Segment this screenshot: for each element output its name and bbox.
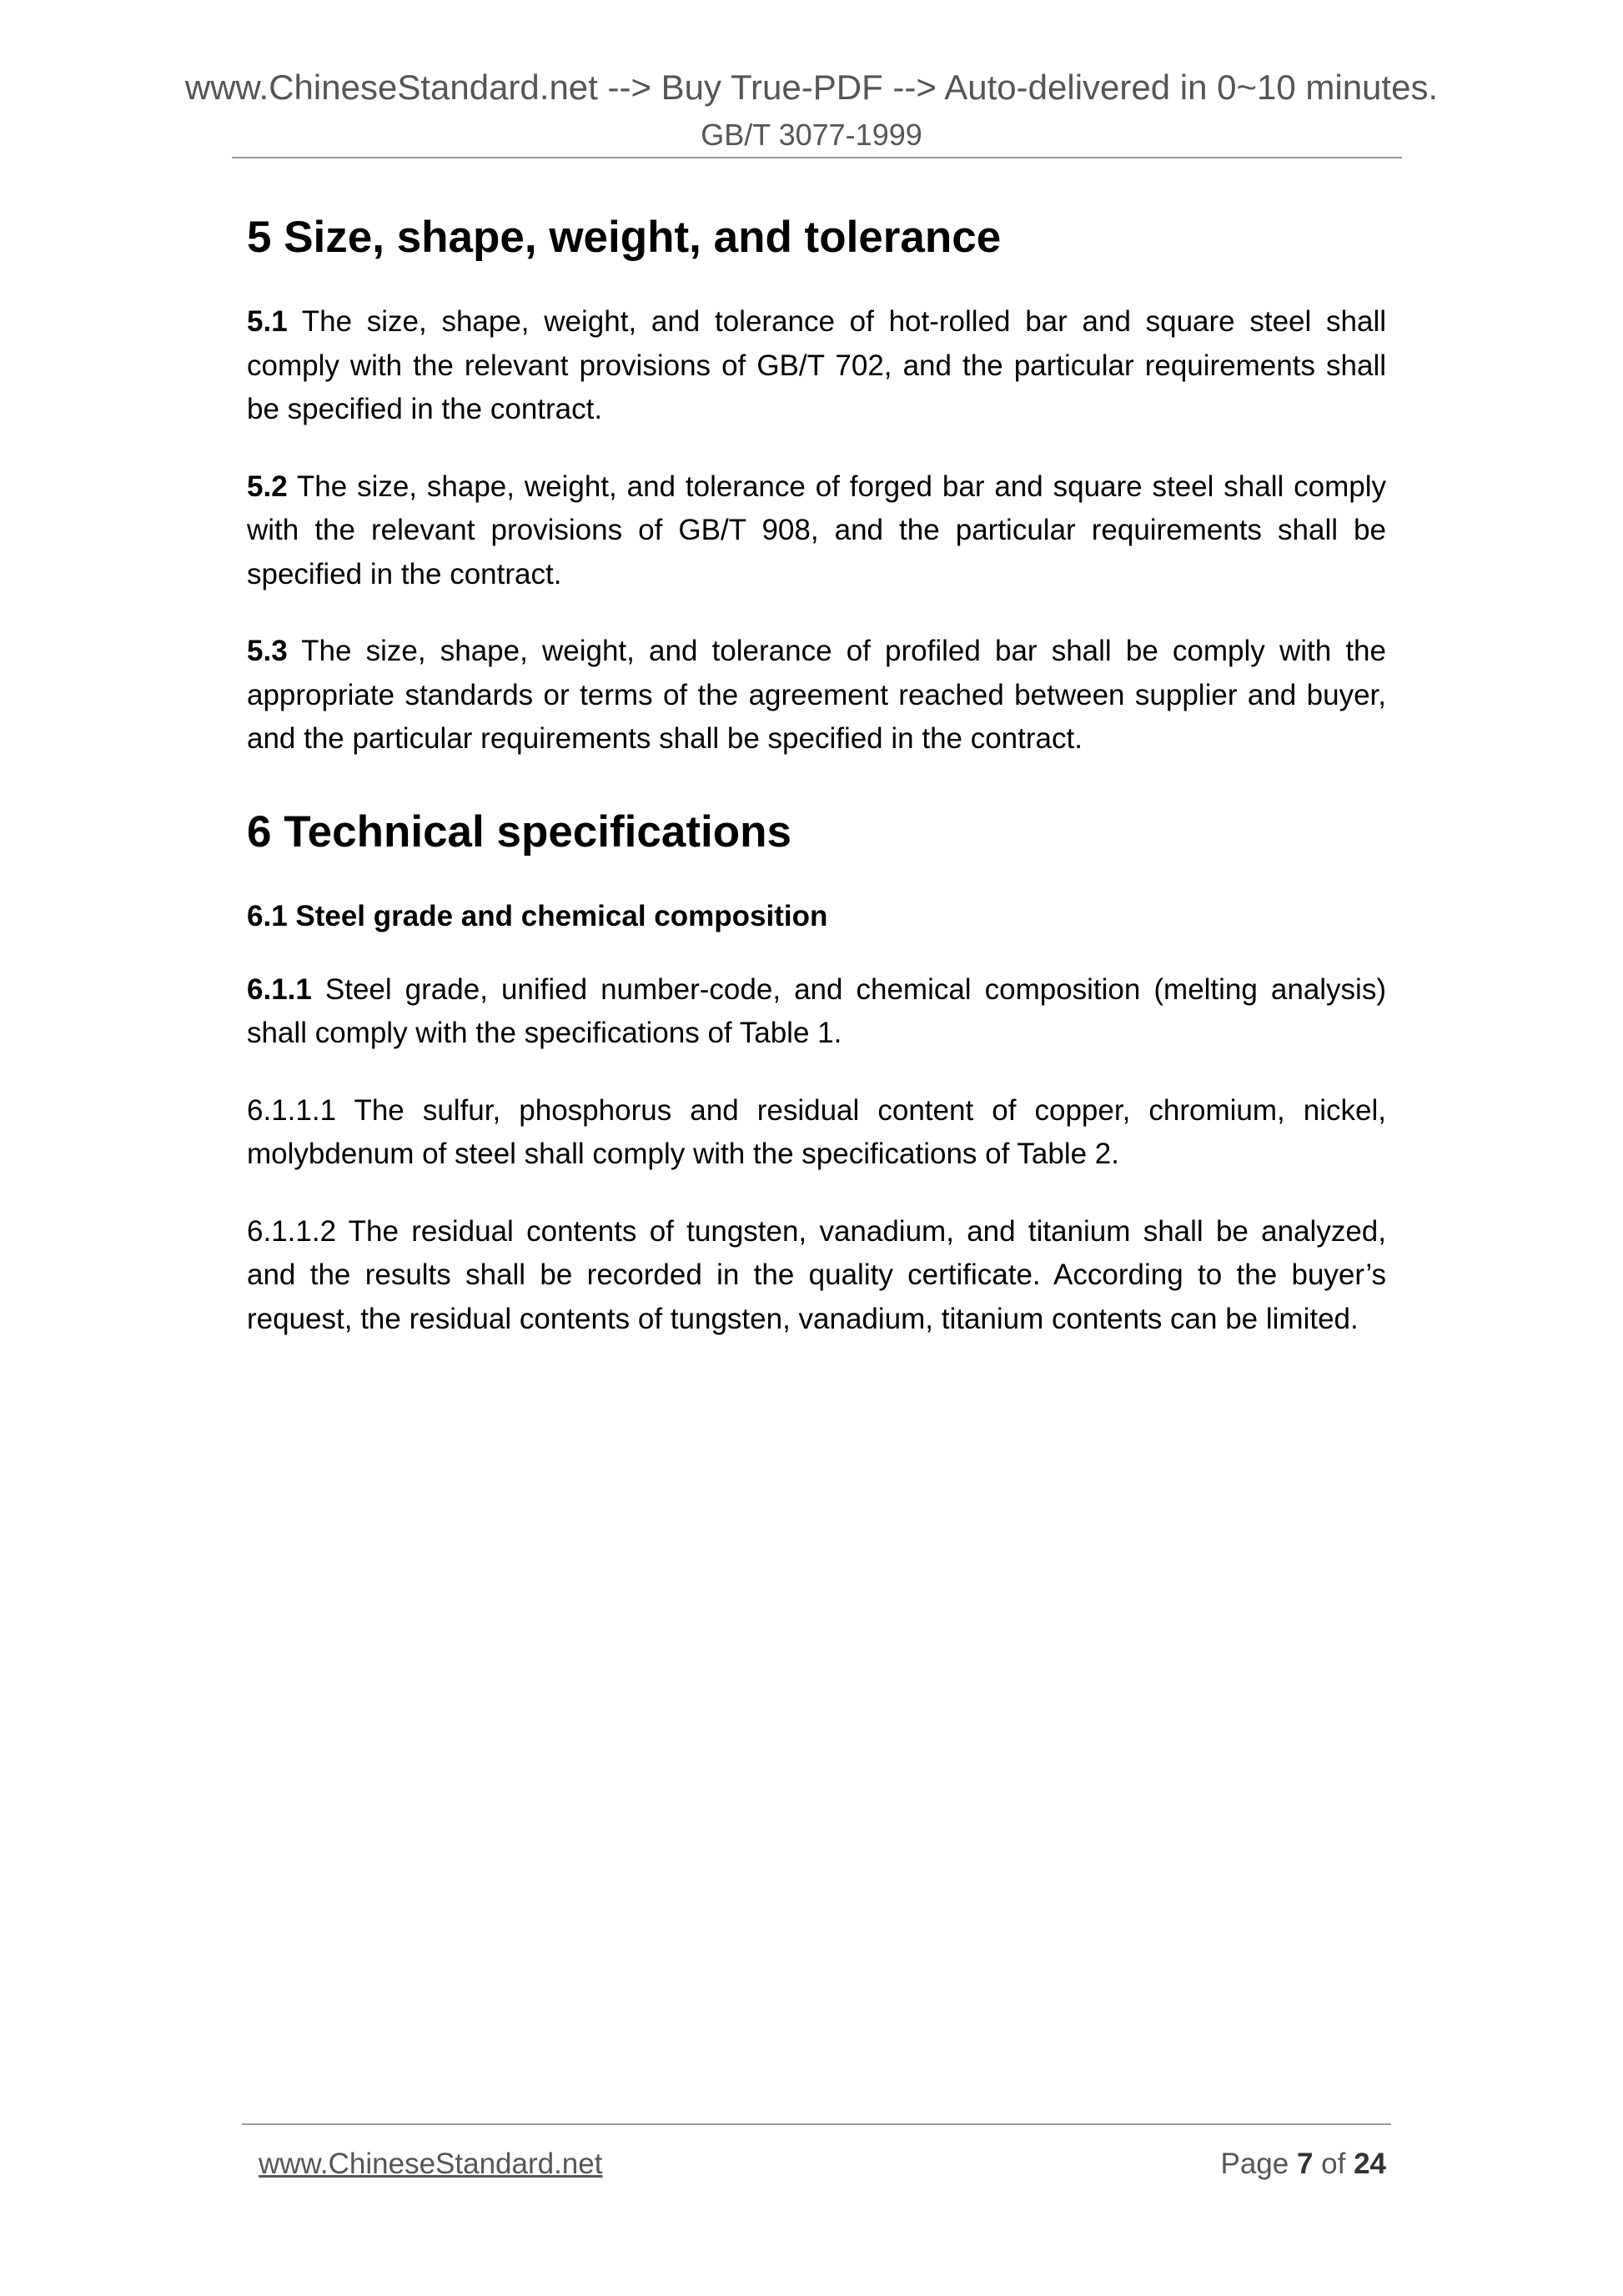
clause-text: Steel grade, unified number-code, and chemical composition (melting analysis) shall comply with the specifications of Table 1. [247, 972, 1386, 1049]
clause-6-1-1-2: 6.1.1.2 The residual contents of tungsten, vanadium, and titanium shall be analyzed, and the results shall be recorded in the quality certificate. According to the buyer’s request, the residual contents of tungsten, vanadium, titanium contents can be limited. [247, 1214, 1386, 1335]
header-divider [232, 157, 1402, 158]
clause-number: 5.2 [247, 470, 288, 503]
clause-5-1 [247, 300, 1386, 432]
page-of-label: of [1313, 2148, 1354, 2180]
page-current: 7 [1296, 2148, 1314, 2180]
clause-number: 5.3 [247, 635, 288, 667]
clause-6-1-1-1: 6.1.1.1 The sulfur, phosphorus and residual content of copper, chromium, nickel, molybdenum of steel shall comply with the specifications of Table 2. [247, 1093, 1386, 1170]
page-total: 24 [1354, 2148, 1386, 2180]
clause-number: 5.1 [247, 305, 288, 338]
footer-website-link[interactable]: www.ChineseStandard.net [259, 2148, 603, 2180]
page-content [247, 208, 1386, 1374]
page-label: Page [1220, 2148, 1297, 2180]
subsection-6-1-heading: 6.1 Steel grade and chemical composition [247, 899, 828, 932]
section-5-heading: 5 Size, shape, weight, and tolerance [247, 213, 1002, 262]
clause-number: 6.1.1 [247, 972, 312, 1006]
clause-5-3 [247, 630, 1386, 761]
section-6-heading: 6 Technical specifications [247, 806, 791, 857]
footer-divider [242, 2123, 1391, 2125]
clause-6-1-1 [247, 968, 1386, 1056]
header-banner-link[interactable]: www.ChineseStandard.net --> Buy True-PDF --> Auto-delivered in 0~10 minutes. [184, 68, 1439, 107]
clause-text: The size, shape, weight, and tolerance of profiled bar shall be comply with the appropriate standards or terms of the agreement reached between supplier and buyer, and the particular requirements shall be specified in the contract. [247, 635, 1386, 755]
clause-text: The size, shape, weight, and tolerance of forged bar and square steel shall comply with the relevant provisions of GB/T 908, and the particular requirements shall be specified in the contract. [247, 470, 1386, 590]
page-number [1220, 2145, 1386, 2183]
clause-text: The size, shape, weight, and tolerance of hot-rolled bar and square steel shall comply with the relevant provisions of GB/T 702, and the particular requirements shall be specified in the contract. [247, 305, 1386, 425]
clause-5-2 [247, 465, 1386, 597]
document-code: GB/T 3077-1999 [701, 118, 922, 152]
